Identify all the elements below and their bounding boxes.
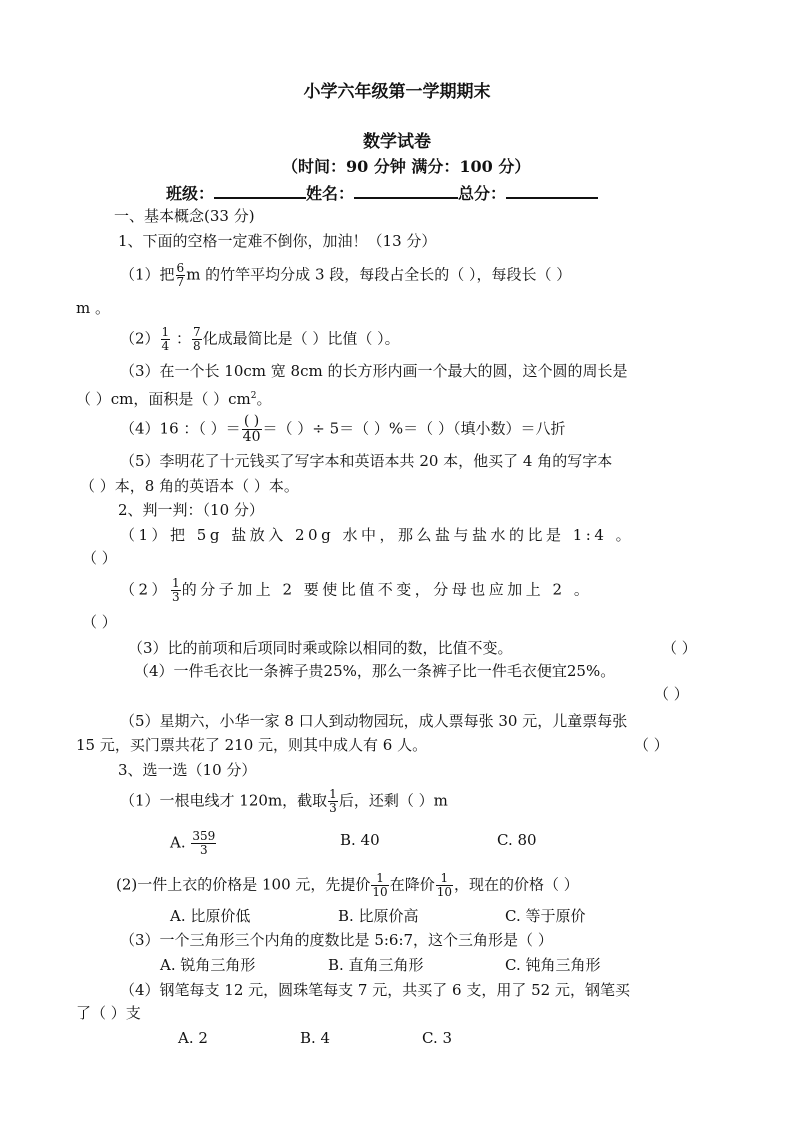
name-field[interactable]	[354, 182, 458, 199]
q2-part2: （2） $\frac{1}{3}$ 的分子加上 2 要使比值不变，分母也应加上 2 。	[120, 576, 593, 604]
q1-part1-line2: m 。	[76, 299, 110, 317]
fraction-1-4: $\frac{1}{4}$	[161, 325, 170, 353]
page-title: 小学六年级第一学期期末	[303, 82, 491, 102]
fraction-1-3: $\frac{1}{3}$	[329, 787, 337, 815]
student-info-line	[166, 182, 598, 204]
q3-part1: （1）一根电线才 120m，截取 $\frac{1}{3}$ 后，还剩（ ）m	[120, 787, 448, 815]
q3-part2-option-b[interactable]: B. 比原价高	[338, 907, 419, 925]
q3-part4-option-a[interactable]: A. 2	[178, 1029, 208, 1047]
section-heading: 一、基本概念(33 分)	[114, 207, 255, 225]
q3-part1-option-b[interactable]: B. 40	[340, 831, 380, 849]
q2-part2-answer[interactable]: （ ）	[82, 613, 117, 631]
q2-part4: （4）一件毛衣比一条裤子贵25%，那么一条裤子比一件毛衣便宜25%。	[134, 662, 616, 680]
question-3-title: 3、选一选（10 分）	[118, 761, 257, 779]
q3-part2: (2)一件上衣的价格是 100 元，先提价 $\frac{1}{10}$ 在降价 $\frac{1}{10}$ ，现在的价格（ ）	[116, 871, 579, 899]
fraction-359-3: $\frac{359}{3}$	[192, 829, 216, 857]
class-label: 班级：	[166, 184, 215, 203]
name-label: 姓名：	[306, 184, 355, 203]
score-field[interactable]	[506, 182, 598, 199]
q3-part3-option-c[interactable]: C. 钝角三角形	[505, 956, 601, 974]
q3-part2-option-c[interactable]: C. 等于原价	[505, 907, 586, 925]
q1-part2: （2） $\frac{1}{4}$ ： $\frac{7}{8}$ 化成最简比是（ ）比值（ ）。	[120, 325, 400, 353]
q3-part3-option-b[interactable]: B. 直角三角形	[328, 956, 424, 974]
q2-part5-answer[interactable]: （ ）	[634, 736, 669, 754]
q3-part3-option-a[interactable]: A. 锐角三角形	[160, 956, 256, 974]
q1-part3-line2: （ ）cm，面积是（ ）$cm^2$。	[76, 390, 272, 408]
q3-part1-option-a[interactable]: A. $\frac{359}{3}$	[170, 829, 216, 857]
q3-part4-option-c[interactable]: C. 3	[422, 1029, 453, 1047]
q1-part3-line1: （3）在一个长 10cm 宽 8cm 的长方形内画一个最大的圆，这个圆的周长是	[120, 362, 628, 380]
q2-part5-line1: （5）星期六，小华一家 8 口人到动物园玩，成人票每张 30 元，儿童票每张	[120, 712, 628, 730]
q3-part1-option-c[interactable]: C. 80	[497, 831, 537, 849]
fraction-1-3: $\frac{1}{3}$	[172, 576, 180, 604]
class-field[interactable]	[214, 182, 306, 199]
exam-subtitle: 数学试卷	[363, 132, 431, 152]
score-label: 总分：	[458, 184, 507, 203]
fraction-blank-40: $\frac{( )}{40}$	[242, 413, 261, 445]
q3-part4-line2: 了（ ）支	[76, 1004, 141, 1022]
fraction-1-10: $\frac{1}{10}$	[372, 871, 388, 899]
fraction-1-10: $\frac{1}{10}$	[436, 871, 452, 899]
q3-part4-line1: （4）钢笔每支 12 元，圆珠笔每支 7 元，共买了 6 支，用了 52 元，钢笔买	[120, 981, 630, 999]
q1-part5-line1: （5）李明花了十元钱买了写字本和英语本共 20 本，他买了 4 角的写字本	[120, 452, 613, 470]
q3-part3: （3）一个三角形三个内角的度数比是 5:6:7，这个三角形是（ ）	[120, 931, 553, 949]
q1-part5-line2: （ ）本，8 角的英语本（ ）本。	[80, 477, 299, 495]
q2-part3: （3）比的前项和后项同时乘或除以相同的数，比值不变。	[128, 639, 513, 657]
q2-part3-answer[interactable]: （ ）	[662, 639, 697, 657]
q3-part2-option-a[interactable]: A. 比原价低	[170, 907, 251, 925]
q2-part1-answer[interactable]: （ ）	[82, 549, 117, 567]
question-1-title: 1、下面的空格一定难不倒你，加油！（13 分）	[118, 232, 437, 250]
question-2-title: 2、判一判：（10 分）	[118, 501, 264, 519]
exam-info: （时间：90 分钟 满分：100 分）	[282, 157, 531, 176]
fraction-7-8: $\frac{7}{8}$	[192, 325, 201, 353]
fraction-6-7: $\frac{6}{7}$	[176, 261, 185, 289]
q1-part1-line1: （1）把 $\frac{6}{7}$ m 的竹竿平均分成 3 段，每段占全长的（ ），每段长（ ）	[120, 261, 572, 289]
q2-part4-answer[interactable]: （ ）	[654, 685, 689, 703]
q1-part4: （4）16 ：（ ）＝ $\frac{( )}{40}$ ＝（ ）÷ 5＝（ ）%＝（ ）（填小数）＝八折	[120, 413, 566, 445]
q3-part4-option-b[interactable]: B. 4	[300, 1029, 331, 1047]
q2-part5-line2: 15 元，买门票共花了 210 元，则其中成人有 6 人。	[76, 736, 428, 754]
q2-part1: （1）把 5g 盐放入 20g 水中，那么盐与盐水的比是 1:4 。	[120, 526, 635, 544]
